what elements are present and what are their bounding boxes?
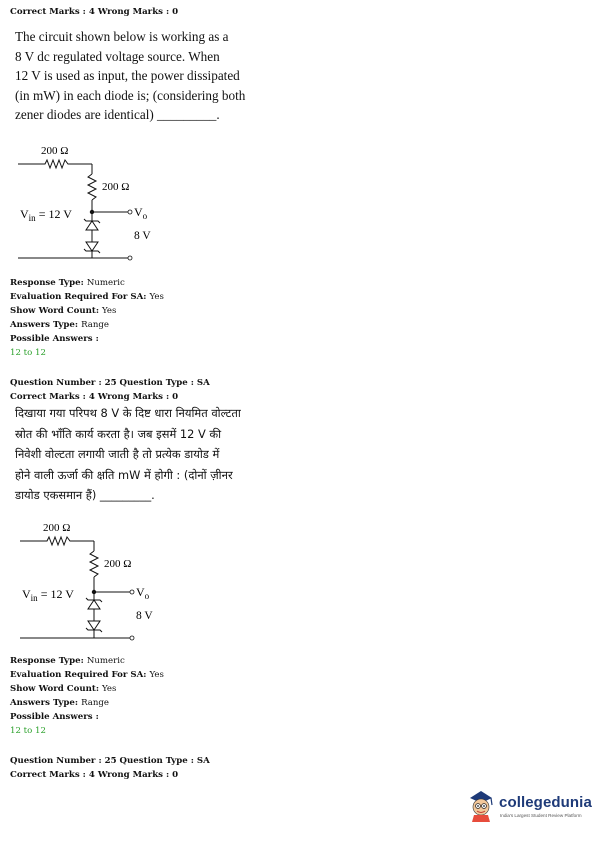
q1-resistor-shunt [88, 174, 96, 200]
mascot-icon [466, 788, 496, 822]
q2-response-block [10, 654, 164, 738]
q2-response-row: Possible Answers : [10, 712, 99, 722]
q1-text-line: The circuit shown below is working as a [15, 29, 229, 44]
q1-response-row: Answers Type: Range [10, 320, 109, 330]
svg-text:Vo: $V_o$ [134, 205, 148, 221]
q1-zener-1 [86, 221, 98, 230]
q1-resistor-series [18, 160, 92, 168]
q2-zener-2 [88, 621, 100, 630]
q3-marks-line: Correct Marks : 4 Wrong Marks : 0 [10, 770, 179, 780]
q1-response-row: Possible Answers : [10, 334, 99, 344]
q1-text-line: 8 V dc regulated voltage source. When [15, 48, 220, 64]
q2-resistor-shunt [90, 551, 98, 577]
q2-zener-1 [88, 600, 100, 609]
q2-text-line: होने वाली ऊर्जा की क्षति mW में होगी : (दोनों ज़ीनर [15, 467, 233, 482]
q1-response-row: Evaluation Required For SA: Yes [10, 292, 164, 302]
q2-marks-line: Correct Marks : 4 Wrong Marks : 0 [10, 392, 179, 402]
q2-text-line: डायोड एकसमान हैं) _________. [15, 488, 155, 502]
q2-response-row: Show Word Count: Yes [10, 684, 117, 694]
q1-text-line: 12 V is used as input, the power dissipated [15, 68, 240, 83]
logo-tagline: India's Largest Student Review Platform [500, 813, 582, 818]
q1-r2-label: 200 Ω [102, 181, 130, 193]
svg-text:Vin = 12 V: $V_{in} = 12$ V [20, 207, 72, 223]
q1-circuit-diagram [10, 138, 180, 273]
q1-possible-answer: 12 to 12 [10, 348, 46, 358]
q2-circuit-diagram [12, 515, 182, 650]
collegedunia-logo [466, 786, 591, 826]
q2-response-row: Evaluation Required For SA: Yes [10, 670, 164, 680]
q1-text-line: zener diodes are identical) _________. [15, 107, 220, 122]
q1-ground-terminal [128, 256, 132, 260]
q3-question-number: Question Number : 25 Question Type : SA [10, 756, 210, 766]
q1-response-row: Show Word Count: Yes [10, 306, 117, 316]
q3-header [10, 754, 210, 782]
logo-wordmark: collegedunia [499, 794, 592, 811]
q1-zener-2 [86, 242, 98, 251]
q1-question-text [15, 27, 265, 125]
q2-response-row: Response Type: Numeric [10, 656, 125, 666]
q2-vo-value: 8 V [136, 610, 153, 622]
svg-text:Vin = 12 V: $V_{in} = 12$ V [22, 587, 74, 603]
q2-r1-label: 200 Ω [43, 522, 71, 534]
q1-marks-line: Correct Marks : 4 Wrong Marks : 0 [10, 7, 179, 17]
q2-vo-terminal [130, 590, 134, 594]
q1-response-block [10, 276, 164, 360]
q2-text-line: निवेशी वोल्टता लगायी जाती है तो प्रत्येक डायोड में [15, 447, 220, 461]
q2-question-number: Question Number : 25 Question Type : SA [10, 378, 210, 388]
q2-possible-answer: 12 to 12 [10, 726, 46, 736]
q1-vo-terminal [128, 210, 132, 214]
q1-vo-value: 8 V [134, 230, 151, 242]
q2-resistor-series [20, 537, 94, 545]
q2-response-row: Answers Type: Range [10, 698, 109, 708]
q2-header [10, 376, 210, 404]
svg-text:Vo: $V_o$ [136, 585, 150, 601]
q2-ground-terminal [130, 636, 134, 640]
q2-text-line: स्रोत की भाँति कार्य करता है। जब इसमें 12 V की [15, 426, 222, 441]
q2-question-text [15, 403, 275, 506]
q1-response-row: Response Type: Numeric [10, 278, 125, 288]
q2-r2-label: 200 Ω [104, 558, 132, 570]
q1-r1-label: 200 Ω [41, 145, 69, 157]
q2-text-line: दिखाया गया परिपथ 8 V के दिष्ट धारा नियमित वोल्टता [15, 406, 241, 420]
q1-text-line: (in mW) in each diode is; (considering both [15, 87, 246, 103]
